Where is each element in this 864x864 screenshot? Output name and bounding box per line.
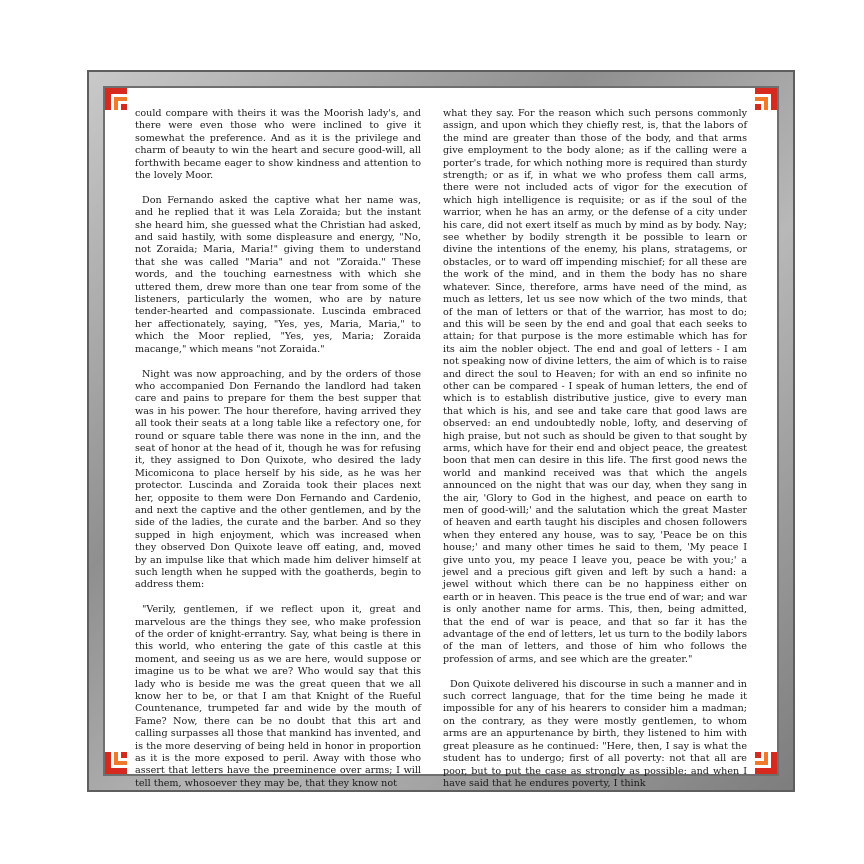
paragraph: "Verily, gentlemen, if we reflect upon it, great and marvelous are the things they see, who make profession of the order of knight-errantry. Say, what being is there in this world, who entering the gate of this castle at this moment, and seeing us as we are here, would suppose or imagine us to be what we are? Who would say that this lady who is beside me was the great queen that we all know her to be, or that I am that Knight of the Rueful Countenance, trumpeted far and wide by the mouth of Fame? Now, there can be no doubt that this art and calling surpasses all those that mankind has invented, and is the more deserving of being held in honor in proportion as it is the more exposed to peril. Away with those who assert that letters have the preeminence over arms; I will tell them, whosoever they may be, that they know not [135,604,421,789]
paragraph: Night was now approaching, and by the orders of those who accompanied Don Fernando the landlord had taken care and pains to prepare for them the best supper that was in his power. The hour therefore, having arrived they all took their seats at a long table like a refectory one, for round or square table there was none in the inn, and the seat of honor at the head of it, though he was for refusing it, they assigned to Don Quixote, who desired the lady Micomicona to place herself by his side, as he was her protector. Luscinda and Zoraida took their places next her, opposite to them were Don Fernando and Cardenio, and next the captive and the other gentlemen, and by the side of the ladies, the curate and the barber. And so they supped in high enjoyment, which was increased when they observed Don Quixote leave off eating, and, moved by an impulse like that which made him deliver himself at such length when he supped with the goatherds, begin to address them: [135,368,421,591]
paragraph: Don Quixote delivered his discourse in such a manner and in such correct language, that for the time being he made it impossible for any of his hearers to consider him a madman; on the contrary, as they were mostly gentlemen, to whom arms are an appurtenance by birth, they listened to him with great pleasure as he continued: "Here, then, I say is what the student has to undergo; first of all poverty: not that all are poor, but to put the case as strongly as possible: and when I have said that he endures poverty, I think [443,678,747,789]
text-column-right [443,108,747,803]
paragraph: could compare with theirs it was the Moorish lady's, and there were even those who were inclined to give it somewhat the preference. And as it is the privilege and charm of beauty to win the heart and secure good-will, all forthwith became eager to show kindness and attention to the lovely Moor. [135,108,421,182]
corner-ornament-bottom-left-icon [105,752,127,774]
text-column-left [135,108,421,803]
corner-ornament-top-left-icon [105,88,127,110]
corner-ornament-bottom-right-icon [755,752,777,774]
corner-ornament-top-right-icon [755,88,777,110]
paragraph: Don Fernando asked the captive what her name was, and he replied that it was Lela Zoraida; but the instant she heard him, she guessed what the Christian had asked, and said hastily, with some displeasure and energy, "No, not Zoraida; Maria, Maria!" giving them to understand that she was called "Maria" and not "Zoraida." These words, and the touching earnestness with which she uttered them, drew more than one tear from some of the listeners, particularly the women, who are by nature tender-hearted and compassionate. Luscinda embraced her affectionately, saying, "Yes, yes, Maria, Maria," to which the Moor replied, "Yes, yes, Maria; Zoraida macange," which means "not Zoraida." [135,194,421,355]
paragraph: what they say. For the reason which such persons commonly assign, and upon which they chiefly rest, is, that the labors of the mind are greater than those of the body, and that arms give employment to the body alone; as if the calling were a porter's trade, for which nothing more is required than sturdy strength; or as if, in what we who profess them call arms, there were not included acts of vigor for the execution of which high intelligence is requisite; or as if the soul of the warrior, when he has an army, or the defense of a city under his care, did not exert itself as much by mind as by body. Nay; see whether by bodily strength it be possible to learn or divine the intentions of the enemy, his plans, stratagems, or obstacles, or to ward off impending mischief; for all these are the work of the mind, and in them the body has no share whatever. Since, therefore, arms have need of the mind, as much as letters, let us see now which of the two minds, that of the man of letters or that of the warrior, has most to do; and this will be seen by the end and goal that each seeks to attain; for that purpose is the more estimable which has for its aim the nobler object. The end and goal of letters - I am not speaking now of divine letters, the aim of which is to raise and direct the soul to Heaven; for with an end so infinite no other can be compared - I speak of human letters, the end of which is to establish distributive justice, give to every man that which is his, and see and take care that good laws are observed: an end undoubtedly noble, lofty, and deserving of high praise, but not such as should be given to that sought by arms, which have for their end and object peace, the greatest boon that men can desire in this life. The first good news the world and mankind received was that which the angels announced on the night that was our day, when they sang in the air, 'Glory to God in the highest, and peace on earth to men of good-will;' and the salutation which the great Master of heaven and earth taught his disciples and chosen followers when they entered any house, was to say, 'Peace be on this house;' and many other times he said to them, 'My peace I give unto you, my peace I leave you, peace be with you;' a jewel and a precious gift given and left by such a hand: a jewel without which there can be no happiness either on earth or in heaven. This peace is the true end of war; and war is only another name for arms. This, then, being admitted, that the end of war is peace, and that so far it has the advantage of the end of letters, let us turn to the bodily labors of the man of letters, and those of him who follows the profession of arms, and see which are the greater." [443,108,747,665]
